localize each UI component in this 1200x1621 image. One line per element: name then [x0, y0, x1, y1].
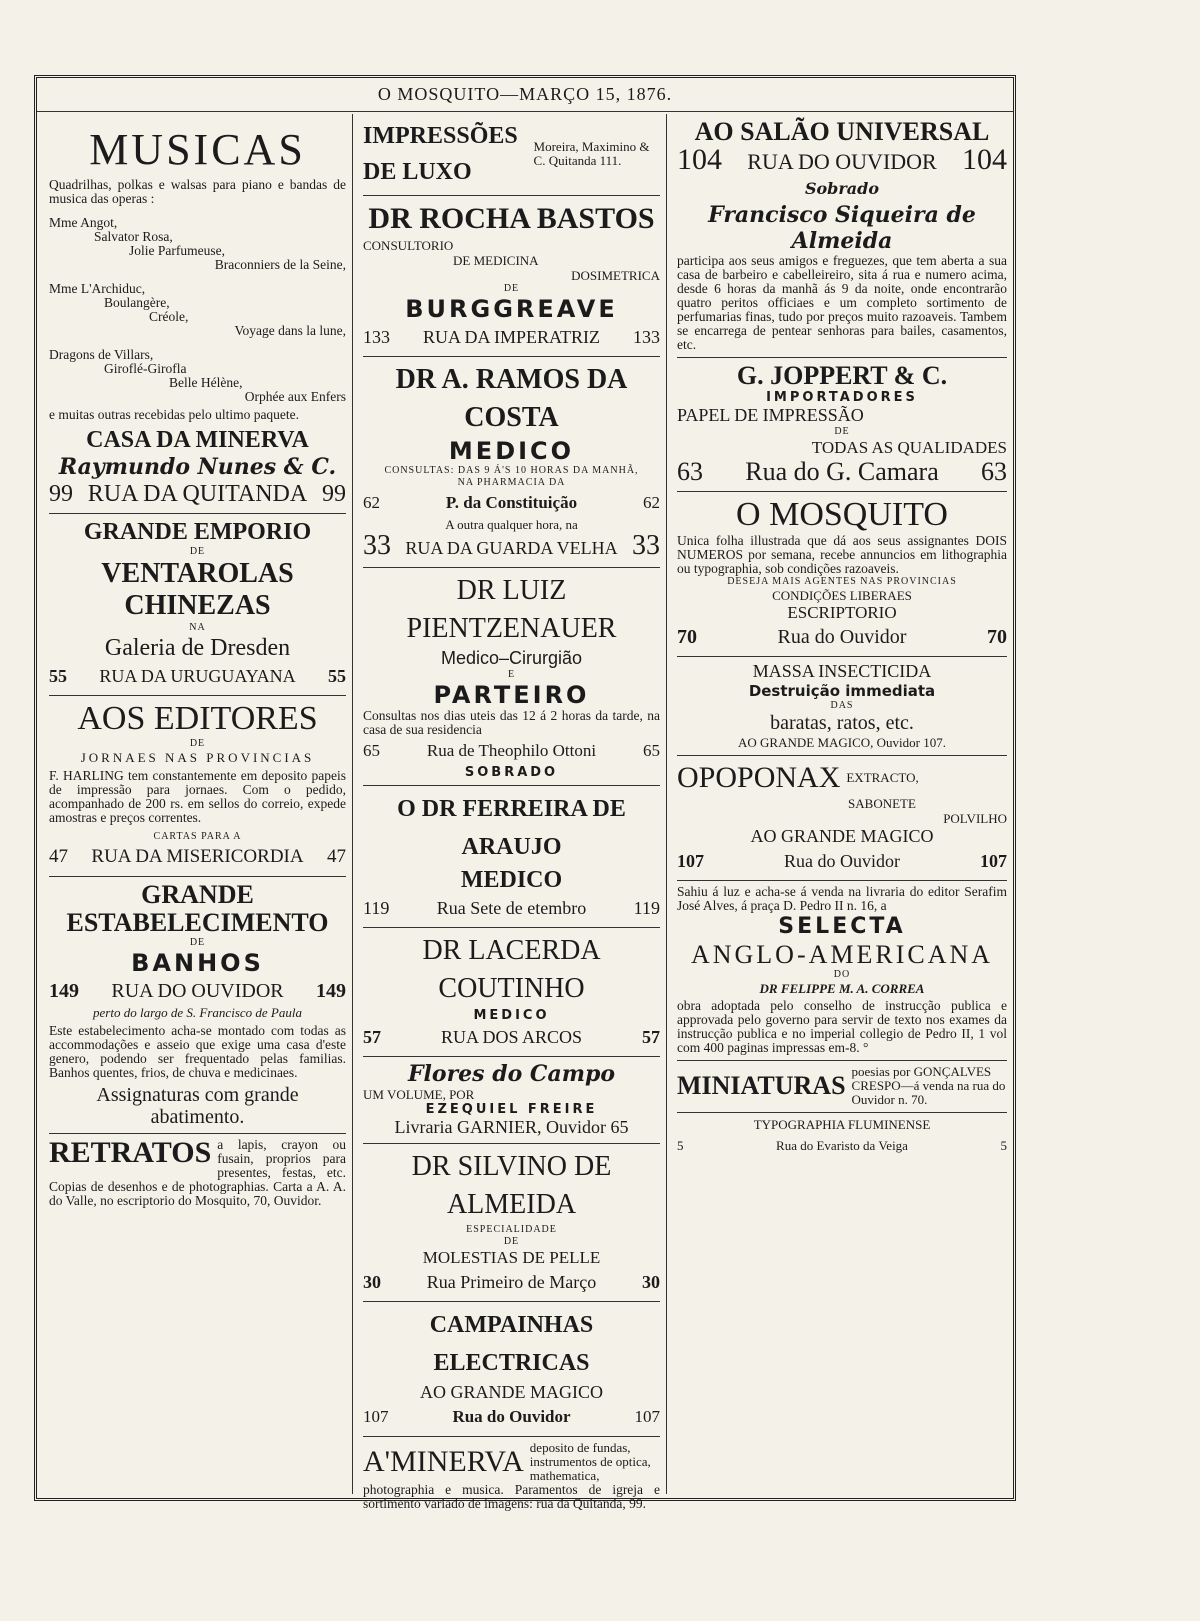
- ad-minerva: A'MINERVA deposito de fundas, instrumentos de optica, mathematica, photographia e musica. Paramentos de igreja e sortimento variado de imagens: rua da Quitanda, 99.: [363, 1440, 660, 1511]
- opera-list-1: Mme Angot, Salvator Rosa, Jolie Parfumeuse, Braconniers de la Seine,: [49, 215, 346, 272]
- ad-title: O MOSQUITO: [736, 496, 948, 533]
- address: 33 RUA DA GUARDA VELHA 33: [363, 530, 660, 561]
- ad-title: G. JOPPERT & C.: [736, 361, 948, 390]
- address: 119 Rua Sete de etembro 119: [363, 898, 660, 918]
- ad-retratos: RETRATOS a lapis, crayon ou fusain, proprios para presentes, festas, etc. Copias de desenhos e de photographias. Carta a A. A. do Valle, no escriptorio do Mosquito, 70, Ouvidor.: [49, 1136, 346, 1208]
- address: 63 Rua do G. Camara 63: [677, 457, 1007, 486]
- ad-silvino: DR SILVINO DE ALMEIDA ESPECIALIDADE DE MOLESTIAS DE PELLE 30 Rua Primeiro de Março 30: [363, 1144, 660, 1302]
- address: 55 RUA DA URUGUAYANA 55: [49, 666, 346, 686]
- page-header: O MOSQUITO—MARÇO 15, 1876.: [37, 78, 1013, 112]
- ad-musicas: MUSICAS Quadrilhas, polkas e walsas para piano e bandas de musica das operas : Mme Angot, Salvator Rosa, Jolie Parfumeuse, Braconniers de la Seine, Mme L'Archiduc, Boulangère, Créole, Voyage dans la lune, Dragons de Villars, Giroflé-Girofla Belle Hélène, Orphée aux Enfers e muitas outras recebidas pelo ultimo paquete. CASA DA MINERVA Raymundo Nunes & C. 99 RUA DA QUITANDA 99: [49, 114, 346, 514]
- column-1: [43, 114, 353, 1494]
- address: 62 P. da Constituição 62: [363, 493, 660, 512]
- ad-title: MINIATURAS: [677, 1071, 846, 1100]
- ad-title: RETRATOS: [49, 1136, 212, 1169]
- ad-campainhas: CAMPAINHAS ELECTRICAS AO GRANDE MAGICO 107 Rua do Ouvidor 107: [363, 1302, 660, 1437]
- ad-title: DR A. RAMOS DA COSTA: [395, 364, 628, 433]
- address: 149 RUA DO OUVIDOR 149: [49, 980, 346, 1002]
- ad-title: MUSICAS: [89, 125, 306, 174]
- ad-title: GRANDE ESTABELECIMENTO: [66, 880, 329, 937]
- printer-imprint: TYPOGRAPHIA FLUMINENSE 5 Rua do Evaristo da Veiga 5: [677, 1117, 1007, 1153]
- ad-banhos: GRANDE ESTABELECIMENTO DE BANHOS 149 RUA DO OUVIDOR 149 perto do largo de S. Francisco de Paula Este estabelecimento acha-se montado com todas as accommodações e asseio que exige uma casa d'este genero, podendo ser frequentado pelas familias. Banhos quentes, frios, de chuva e medicinaes. Assignaturas com grande abatimento.: [49, 877, 346, 1134]
- owner-name: Raymundo Nunes & C.: [58, 454, 337, 480]
- ad-impressoes: IMPRESSÕES DE LUXO Moreira, Maximino & C. Quitanda 111.: [363, 114, 660, 196]
- ad-title: DR ROCHA BASTOS: [368, 202, 655, 235]
- ad-emporio: GRANDE EMPORIO DE VENTAROLAS CHINEZAS NA Galeria de Dresden 55 RUA DA URUGUAYANA 55: [49, 514, 346, 696]
- ad-title: DR LUIZ PIENTZENAUER: [406, 575, 617, 644]
- ad-title: AO SALÃO UNIVERSAL: [694, 117, 990, 146]
- address: 70 Rua do Ouvidor 70: [677, 626, 1007, 648]
- address: 57 RUA DOS ARCOS 57: [363, 1027, 660, 1047]
- ad-title: IMPRESSÕES DE LUXO: [363, 123, 518, 185]
- column-3: [671, 114, 1013, 1494]
- shop-name: CASA DA MINERVA: [86, 427, 309, 453]
- ad-title: MASSA INSECTICIDA: [752, 661, 932, 681]
- ad-lacerda: DR LACERDA COUTINHO MEDICO 57 RUA DOS ARCOS 57: [363, 928, 660, 1057]
- ad-text: Quadrilhas, polkas e walsas para piano e bandas de musica das operas :: [49, 177, 346, 206]
- address: 30 Rua Primeiro de Março 30: [363, 1272, 660, 1292]
- opera-list-2: Mme L'Archiduc, Boulangère, Créole, Voyage dans la lune,: [49, 281, 346, 338]
- ad-mosquito: O MOSQUITO Unica folha illustrada que dá aos seus assignantes DOIS NUMEROS por semana, recebe annuncios em lithographia ou typographia, sob condições razoaveis. DESEJA MAIS AGENTES NAS PROVINCIAS CONDIÇÕES LIBERAES ESCRIPTORIO 70 Rua do Ouvidor 70: [677, 492, 1007, 657]
- ad-miniaturas: MINIATURAS poesias por GONÇALVES CRESPO—á venda na rua do Ouvidor n. 70.: [677, 1061, 1007, 1113]
- ad-ramos-costa: DR A. RAMOS DA COSTA MEDICO CONSULTAS: DAS 9 Á'S 10 HORAS DA MANHÃ, NA PHARMACIA DA 62 P. da Constituição 62 A outra qualquer hora, na 33 RUA DA GUARDA VELHA 33: [363, 357, 660, 568]
- address: 133 RUA DA IMPERATRIZ 133: [363, 327, 660, 347]
- ad-title: DR LACERDA COUTINHO: [422, 935, 601, 1004]
- ad-title: DR SILVINO DE ALMEIDA: [411, 1151, 612, 1220]
- ad-title: O DR FERREIRA DE ARAUJO: [397, 796, 626, 860]
- ad-title: AOS EDITORES: [77, 700, 318, 737]
- ad-opoponax: OPOPONAX EXTRACTO, SABONETE POLVILHO AO GRANDE MAGICO 107 Rua do Ouvidor 107: [677, 756, 1007, 881]
- address: 107 Rua do Ouvidor 107: [363, 1407, 660, 1426]
- ad-title: SELECTA: [778, 914, 906, 939]
- ad-title: A'MINERVA: [363, 1445, 524, 1478]
- newspaper-page: [34, 75, 1016, 1511]
- ad-massa: MASSA INSECTICIDA Destruição immediata DAS baratas, ratos, etc. AO GRANDE MAGICO, Ouvidor 107.: [677, 657, 1007, 756]
- owner-name: Francisco Siqueira de Almeida: [708, 202, 976, 254]
- address: 104 RUA DO OUVIDOR 104: [677, 143, 1007, 176]
- opera-list-3: Dragons de Villars, Giroflé-Girofla Belle Hélène, Orphée aux Enfers: [49, 347, 346, 404]
- ad-selecta: Sahiu á luz e acha-se á venda na livraria do editor Serafim José Alves, á praça D. Pedro II n. 16, a SELECTA ANGLO-AMERICANA DO DR FELIPPE M. A. CORREA obra adoptada pelo conselho de instrucção publica e approvada pelo governo para servir de texto nos exames da instrucção publica e no imperial collegio de Pedro II, 1 vol com 400 paginas impressas em-8. °: [677, 881, 1007, 1061]
- ad-rocha-bastos: DR ROCHA BASTOS CONSULTORIO DE MEDICINA DOSIMETRICA DE BURGGREAVE 133 RUA DA IMPERATRIZ 133: [363, 196, 660, 357]
- ad-editores: AOS EDITORES DE JORNAES NAS PROVINCIAS F. HARLING tem constantemente em deposito papeis de impressão para jornaes. Com o pedido, acompanhado de 200 rs. em sellos do correio, expede amostras e preços correntes. CARTAS PARA A 47 RUA DA MISERICORDIA 47: [49, 696, 346, 877]
- ad-salao-universal: AO SALÃO UNIVERSAL 104 RUA DO OUVIDOR 104 Sobrado Francisco Siqueira de Almeida participa aos seus amigos e freguezes, que tem aberta a sua casa de barbeiro e cabelleireiro, sita á rua e numero acima, desde 6 horas da manhã ás 9 da noite, onde encontrarão quatro peritos officiaes e um completo sortimento de perfumarias finas, tudo por preços muito razoaveis. Tambem se encarrega de pentear senhoras para bailes, casamentos, etc.: [677, 114, 1007, 358]
- address: 47 RUA DA MISERICORDIA 47: [49, 846, 346, 867]
- address: 99 RUA DA QUITANDA 99: [49, 481, 346, 507]
- address: 107 Rua do Ouvidor 107: [677, 851, 1007, 871]
- address: 65 Rua de Theophilo Ottoni 65: [363, 741, 660, 760]
- ad-pientzenauer: DR LUIZ PIENTZENAUER Medico–Cirurgião E PARTEIRO Consultas nos dias uteis das 12 á 2 horas da tarde, na casa de sua residencia 65 Rua de Theophilo Ottoni 65 SOBRADO: [363, 568, 660, 786]
- ad-flores: Flores do Campo UM VOLUME, POR EZEQUIEL FREIRE Livraria GARNIER, Ouvidor 65: [363, 1057, 660, 1144]
- column-2: [357, 114, 667, 1511]
- ad-ferreira: O DR FERREIRA DE ARAUJO MEDICO 119 Rua Sete de etembro 119: [363, 786, 660, 928]
- ad-title: CAMPAINHAS ELECTRICAS: [429, 1312, 594, 1376]
- ad-title: VENTAROLAS CHINEZAS: [101, 558, 294, 621]
- ad-joppert: G. JOPPERT & C. IMPORTADORES PAPEL DE IMPRESSÃO DE TODAS AS QUALIDADES 63 Rua do G. Camara 63: [677, 358, 1007, 492]
- ad-title: OPOPONAX: [677, 761, 841, 794]
- ad-title: Flores do Campo: [407, 1061, 616, 1087]
